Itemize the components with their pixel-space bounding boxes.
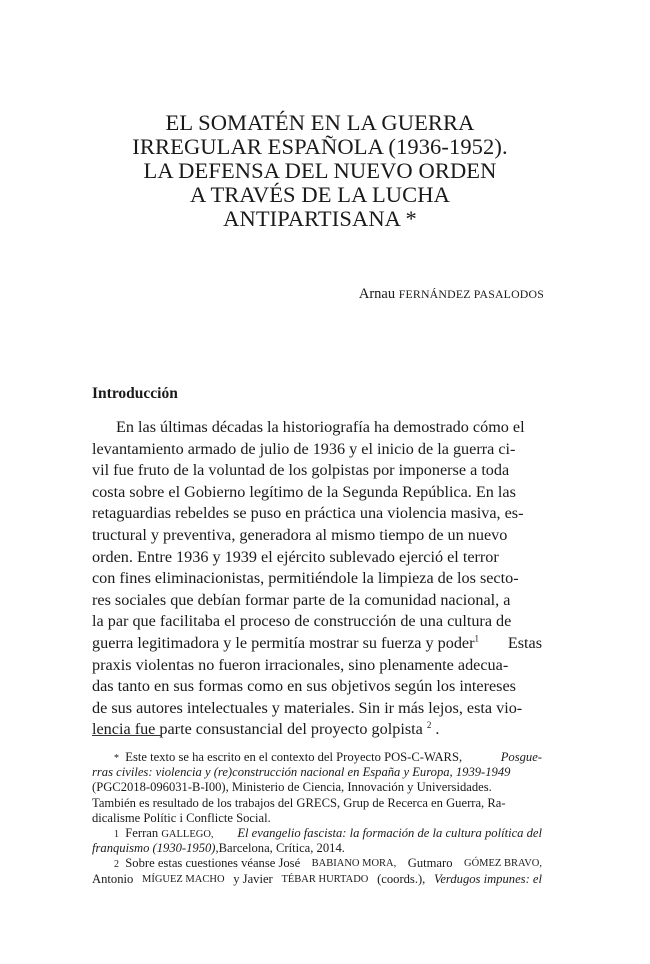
body-line-text: vil fue fruto de la voluntad de los golpistas por imponerse a toda [92, 461, 510, 480]
footnote-text: Este texto se ha escrito en el contexto del Proyecto POS-C-WARS, [125, 750, 463, 764]
body-line-text: levantamiento armado de julio de 1936 y el inicio de la guerra ci- [92, 439, 516, 458]
footnote-text [114, 856, 300, 871]
footnote-ref-1[interactable]: 1 [474, 633, 480, 644]
body-line-text: con fines eliminacionistas, permitiéndole la limpieza de los secto- [92, 569, 519, 588]
body-line-text [92, 633, 479, 655]
footnote-author: GÓMEZ BRAVO, [464, 858, 542, 870]
title-line: A TRAVÉS DE LA LUCHA [190, 182, 450, 207]
body-line [92, 568, 542, 590]
footnote-line [92, 780, 542, 795]
body-line [92, 633, 542, 655]
footnote-text: También es resultado de los trabajos del GRECS, Grup de Recerca en Guerra, Ra- [92, 795, 506, 810]
footnote-title: El evangelio fascista: la formación de la cultura política del [237, 825, 542, 840]
footnote-line [92, 796, 542, 811]
body-line-text: res sociales que debían formar parte de la comunidad nacional, a [92, 590, 511, 609]
footnote-text [114, 750, 462, 765]
footnote-author: GALLEGO, [161, 828, 214, 840]
footnote-mark-2: 2 [114, 859, 119, 871]
footnote-text: Barcelona, Crítica, 2014. [218, 841, 345, 856]
body-line-text: de sus autores intelectuales y materiales. Sin ir más lejos, esta vio- [92, 698, 523, 717]
body-line-text: retaguardias rebeldes se puso en práctica una violencia masiva, es- [92, 504, 524, 523]
body-line-text: la par que facilitaba el proceso de construcción de una cultura de [92, 612, 512, 631]
footnote-line [92, 826, 542, 841]
body-line-text: orden. Entre 1936 y 1939 el ejército sublevado ejerció el terror [92, 547, 499, 566]
body-line [92, 525, 542, 547]
footnote-line [92, 872, 542, 887]
footnote-author: TÉBAR HURTADO [281, 873, 369, 885]
body-line [92, 547, 542, 569]
title-line: ANTIPARTISANA * [223, 206, 417, 231]
footnote-line [92, 765, 542, 780]
body-line [92, 676, 542, 698]
body-line-text: tructural y preventiva, generadora al mismo tiempo de un nuevo [92, 525, 508, 544]
body-line-text: En las últimas décadas la historiografía ha demostrado cómo el [116, 418, 525, 436]
body-line [92, 503, 542, 525]
title-line: LA DEFENSA DEL NUEVO ORDEN [143, 158, 497, 183]
author-name [359, 286, 544, 303]
footnote-author: MÍGUEZ MACHO [141, 873, 225, 885]
footnote-text: dicalisme Polític i Conflicte Social. [92, 810, 271, 825]
body-line [92, 460, 542, 482]
body-line [92, 698, 542, 720]
body-line-text: praxis violentas no fueron irracionales, sino plenamente adecua- [92, 655, 509, 674]
body-line [92, 655, 542, 677]
footnote-text: y Javier [233, 871, 273, 886]
footnote-text: rras civiles: violencia y (re)construcción nacional en España y Europa, 1939-1949 [92, 765, 511, 780]
footnote-author: BABIANO MORA, [311, 858, 397, 870]
author-surname: FERNÁNDEZ PASALODOS [398, 287, 544, 301]
body-line-text: das tanto en sus formas como en sus objetivos según los intereses [92, 677, 516, 696]
body-line-text: lencia fue parte consustancial del proyecto golpista [92, 720, 423, 739]
title-line: IRREGULAR ESPAÑOLA (1936-1952). [132, 134, 508, 159]
footnote-mark-star: * [114, 753, 119, 764]
chapter-title [95, 111, 545, 231]
body-line-text: costa sobre el Gobierno legítimo de la Segunda República. En las [92, 482, 516, 501]
footnote-line [92, 750, 542, 765]
footnote-text [114, 826, 214, 841]
footnote-line [92, 856, 542, 871]
footnote-text: (PGC2018-096031-B-I00), Ministerio de Ciencia, Innovación y Universidades. [92, 780, 492, 795]
footnote-line [92, 841, 542, 856]
body-line [92, 482, 542, 504]
body-line-text [92, 719, 443, 741]
body-line-text: . [435, 720, 440, 739]
footnote-ref-2[interactable]: 2 [426, 719, 432, 730]
footnote-text: (coords.), [377, 871, 426, 886]
footnote-title: franquismo (1930-1950), [92, 841, 219, 856]
footnote-text: Antonio [92, 871, 134, 886]
body-line [92, 417, 542, 439]
footnote-text: Posgue- [500, 750, 542, 764]
footnote-text: Gutmaro [407, 856, 453, 871]
body-line [92, 590, 542, 612]
body-line [92, 439, 542, 461]
author-given-name: Arnau [358, 286, 396, 302]
footnote-title: Verdugos impunes: el [434, 871, 542, 886]
body-line-text: Estas [507, 633, 542, 652]
body-line-text: guerra legitimadora y le permitía mostrar su fuerza y poder [92, 633, 475, 652]
footnote-text: Ferran [125, 825, 159, 840]
footnote-separator [92, 735, 162, 736]
body-line [92, 611, 542, 633]
section-heading: Introducción [92, 385, 178, 402]
title-line: EL SOMATÉN EN LA GUERRA [165, 110, 475, 135]
footnotes [92, 750, 542, 887]
body-text [92, 417, 542, 741]
footnote-line [92, 811, 542, 826]
footnote-text: Sobre estas cuestiones véanse José [125, 856, 301, 871]
body-line [92, 719, 542, 741]
footnote-mark-1: 1 [114, 828, 119, 840]
